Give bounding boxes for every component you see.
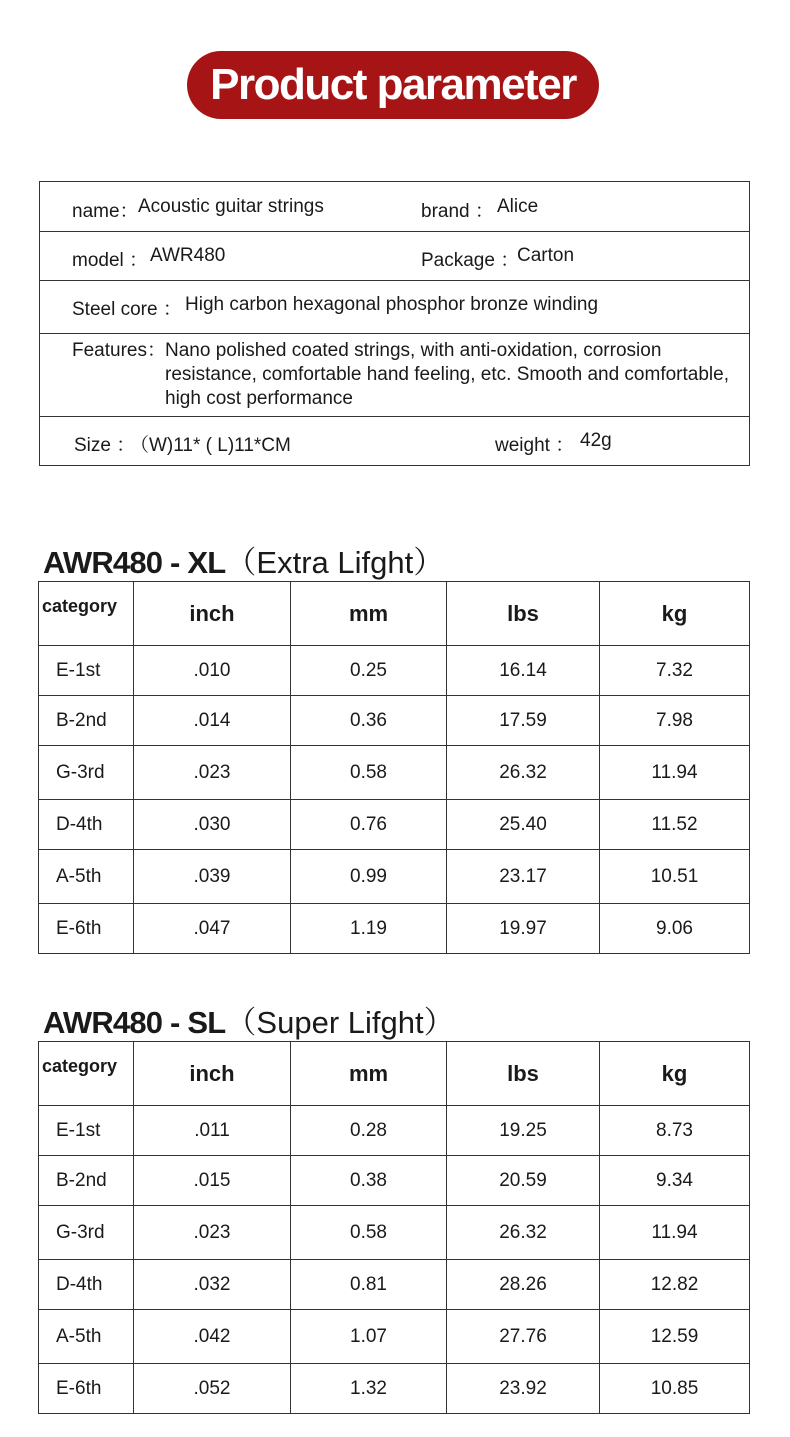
cell-mm: 0.36 (291, 696, 447, 746)
cell-kg: 9.34 (600, 1156, 750, 1206)
cell-lbs: 26.32 (447, 1206, 600, 1260)
features-value: Nano polished coated strings, with anti-oxidation, corrosion resistance, comfortable hand feeling, etc. Smooth and comfortable, high cost performance (165, 340, 729, 409)
table-row (39, 1364, 750, 1414)
cell-inch: .014 (134, 696, 291, 746)
xl-spec-table (38, 581, 750, 954)
cell-lbs: 17.59 (447, 696, 600, 746)
cell-mm: 1.32 (291, 1364, 447, 1414)
cell-lbs: 23.17 (447, 850, 600, 904)
table-header-row (39, 582, 750, 646)
model-value: AWR480 (150, 245, 226, 266)
table-row (39, 746, 750, 800)
page-title: Product parameter (210, 60, 576, 109)
header-kg: kg (600, 1042, 750, 1106)
size-value: （W)11* ( L)11*CM (130, 435, 291, 456)
table-row (39, 1156, 750, 1206)
table-row (39, 1310, 750, 1364)
cell-mm: 0.58 (291, 1206, 447, 1260)
cell-mm: 0.81 (291, 1260, 447, 1310)
cell-mm: 0.25 (291, 646, 447, 696)
table-row (39, 800, 750, 850)
cell-mm: 0.76 (291, 800, 447, 850)
cell-lbs: 26.32 (447, 746, 600, 800)
param-row-name (40, 182, 749, 232)
header-kg: kg (600, 582, 750, 646)
cell-category: E-1st (39, 1106, 134, 1156)
cell-inch: .011 (134, 1106, 291, 1156)
cell-kg: 10.85 (600, 1364, 750, 1414)
cell-inch: .047 (134, 904, 291, 954)
cell-category: B-2nd (39, 696, 134, 746)
table-row (39, 904, 750, 954)
cell-inch: .010 (134, 646, 291, 696)
cell-lbs: 23.92 (447, 1364, 600, 1414)
cell-inch: .030 (134, 800, 291, 850)
cell-kg: 11.94 (600, 746, 750, 800)
steel-core-label: Steel core ： (72, 299, 182, 320)
cell-category: B-2nd (39, 1156, 134, 1206)
package-label: Package ： (421, 250, 520, 271)
param-row-features (40, 333, 749, 417)
cell-inch: .039 (134, 850, 291, 904)
table-row (39, 1106, 750, 1156)
cell-category: E-1st (39, 646, 134, 696)
xl-section-title (43, 537, 444, 582)
sl-title-sub: （Super Lifght） (225, 1005, 455, 1040)
table-row (39, 1206, 750, 1260)
cell-lbs: 19.97 (447, 904, 600, 954)
cell-category: A-5th (39, 1310, 134, 1364)
header-category: category (39, 582, 134, 646)
cell-category: A-5th (39, 850, 134, 904)
xl-title-sub: （Extra Lifght） (225, 545, 445, 580)
cell-kg: 11.52 (600, 800, 750, 850)
sl-title-main: AWR480 - SL (43, 1005, 226, 1040)
table-header-row (39, 1042, 750, 1106)
brand-label: brand ： (421, 201, 494, 222)
cell-mm: 0.58 (291, 746, 447, 800)
cell-category: G-3rd (39, 746, 134, 800)
cell-lbs: 20.59 (447, 1156, 600, 1206)
cell-kg: 12.82 (600, 1260, 750, 1310)
cell-lbs: 16.14 (447, 646, 600, 696)
header-category: category (39, 1042, 134, 1106)
table-row (39, 646, 750, 696)
header-inch: inch (134, 1042, 291, 1106)
cell-mm: 0.38 (291, 1156, 447, 1206)
cell-kg: 8.73 (600, 1106, 750, 1156)
cell-lbs: 25.40 (447, 800, 600, 850)
cell-kg: 11.94 (600, 1206, 750, 1260)
cell-kg: 10.51 (600, 850, 750, 904)
package-value: Carton (517, 245, 575, 266)
table-row (39, 1260, 750, 1310)
weight-label: weight ： (495, 435, 575, 456)
cell-kg: 12.59 (600, 1310, 750, 1364)
features-label: Features： (72, 340, 166, 361)
table-row (39, 850, 750, 904)
cell-kg: 7.98 (600, 696, 750, 746)
brand-value: Alice (497, 196, 539, 217)
header-inch: inch (134, 582, 291, 646)
header-lbs: lbs (447, 1042, 600, 1106)
table-row (39, 696, 750, 746)
cell-kg: 9.06 (600, 904, 750, 954)
param-row-steel-core (40, 280, 749, 334)
sl-section-title (43, 997, 455, 1042)
name-label: name： (72, 201, 139, 222)
cell-category: E-6th (39, 904, 134, 954)
model-label: model ： (72, 250, 149, 271)
cell-inch: .015 (134, 1156, 291, 1206)
product-parameter-table (39, 181, 750, 466)
cell-category: G-3rd (39, 1206, 134, 1260)
param-row-size (40, 416, 749, 465)
param-row-model (40, 231, 749, 281)
cell-mm: 1.19 (291, 904, 447, 954)
header-mm: mm (291, 1042, 447, 1106)
cell-lbs: 19.25 (447, 1106, 600, 1156)
cell-category: E-6th (39, 1364, 134, 1414)
cell-category: D-4th (39, 800, 134, 850)
weight-value: 42g (580, 430, 612, 451)
cell-lbs: 28.26 (447, 1260, 600, 1310)
cell-inch: .023 (134, 746, 291, 800)
steel-core-value: High carbon hexagonal phosphor bronze winding (185, 294, 599, 315)
header-mm: mm (291, 582, 447, 646)
cell-inch: .042 (134, 1310, 291, 1364)
cell-inch: .032 (134, 1260, 291, 1310)
cell-inch: .023 (134, 1206, 291, 1260)
name-value: Acoustic guitar strings (138, 196, 324, 217)
cell-mm: 1.07 (291, 1310, 447, 1364)
size-label: Size ： (74, 435, 136, 456)
xl-title-main: AWR480 - XL (43, 545, 226, 580)
sl-spec-table (38, 1041, 750, 1414)
header-lbs: lbs (447, 582, 600, 646)
title-banner (187, 51, 599, 119)
cell-mm: 0.99 (291, 850, 447, 904)
cell-inch: .052 (134, 1364, 291, 1414)
cell-mm: 0.28 (291, 1106, 447, 1156)
cell-category: D-4th (39, 1260, 134, 1310)
cell-kg: 7.32 (600, 646, 750, 696)
cell-lbs: 27.76 (447, 1310, 600, 1364)
